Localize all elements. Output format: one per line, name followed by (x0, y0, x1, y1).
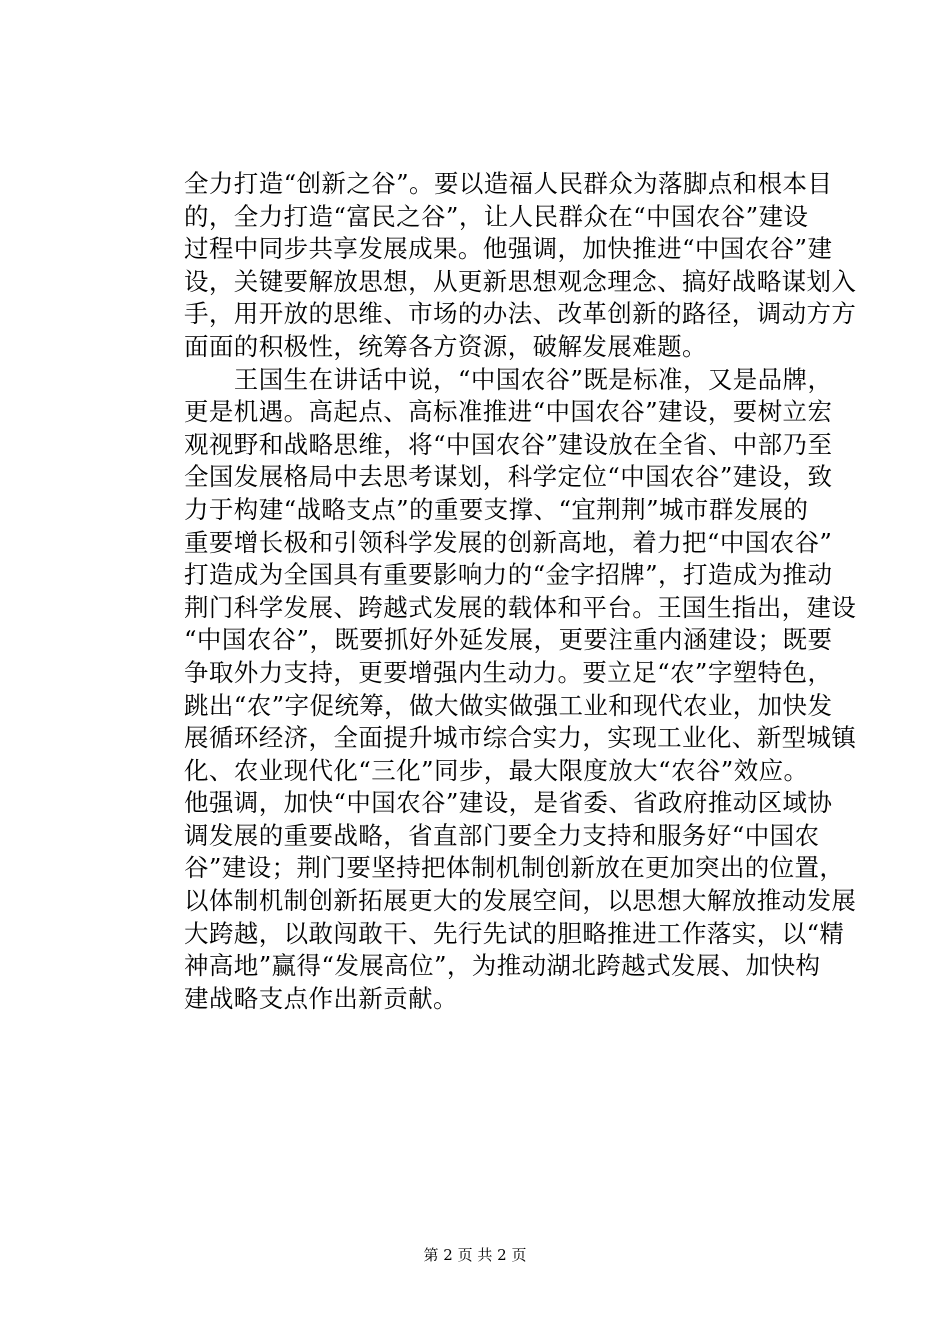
body-text (184, 168, 857, 1015)
text-line: 建战略支点作出新贡献。 (184, 983, 458, 1013)
text-line: 观视野和战略思维，将“中国农谷”建设放在全省、中部乃至 (184, 429, 833, 459)
text-line: 设，关键要解放思想，从更新思想观念理念、搞好战略谋划入 (184, 266, 857, 296)
text-line: 面面的积极性，统筹各方资源，破解发展难题。 (184, 331, 707, 361)
text-line: 打造成为全国具有重要影响力的“金字招牌”，打造成为推动 (184, 560, 833, 590)
text-line: 化、农业现代化“三化”同步，最大限度放大“农谷”效应。 (184, 755, 809, 785)
text-line: 王国生在讲话中说，“中国农谷”既是标准，又是品牌， (184, 364, 833, 394)
text-line: 谷”建设；荆门要坚持把体制机制创新放在更加突出的位置， (184, 853, 845, 883)
text-line: 过程中同步共享发展成果。他强调，加快推进“中国农谷”建 (184, 234, 833, 264)
text-line: 争取外力支持，更要增强内生动力。要立足“农”字塑特色， (184, 657, 833, 687)
page-number-footer: 第 2 页 共 2 页 (423, 1246, 527, 1264)
text-line: 全国发展格局中去思考谋划，科学定位“中国农谷”建设，致 (184, 462, 833, 492)
text-line: 的，全力打造“富民之谷”，让人民群众在“中国农谷”建设 (184, 201, 809, 231)
text-line: 以体制机制创新拓展更大的发展空间，以思想大解放推动发展 (184, 886, 857, 916)
text-line: 手，用开放的思维、市场的办法、改革创新的路径，调动方方 (184, 299, 857, 329)
text-line: 力于构建“战略支点”的重要支撑、“宜荆荆”城市群发展的 (184, 494, 809, 524)
text-line: 他强调，加快“中国农谷”建设，是省委、省政府推动区域协 (184, 788, 833, 818)
text-line: 跳出“农”字促统筹，做大做实做强工业和现代农业，加快发 (184, 690, 833, 720)
text-line: “中国农谷”，既要抓好外延发展，更要注重内涵建设；既要 (184, 625, 833, 655)
text-line: 重要增长极和引领科学发展的创新高地，着力把“中国农谷” (184, 527, 833, 557)
text-line: 大跨越，以敢闯敢干、先行先试的胆略推进工作落实，以“精 (184, 918, 845, 948)
text-line: 全力打造“创新之谷”。要以造福人民群众为落脚点和根本目 (184, 169, 833, 198)
text-line: 调发展的重要战略，省直部门要全力支持和服务好“中国农 (184, 820, 820, 850)
text-line: 更是机遇。高起点、高标准推进“中国农谷”建设，要树立宏 (184, 397, 833, 427)
text-line: 荆门科学发展、跨越式发展的载体和平台。王国生指出，建设 (184, 592, 857, 622)
text-line: 神高地”赢得“发展高位”，为推动湖北跨越式发展、加快构 (184, 951, 821, 981)
text-line: 展循环经济，全面提升城市综合实力，实现工业化、新型城镇 (184, 723, 857, 753)
